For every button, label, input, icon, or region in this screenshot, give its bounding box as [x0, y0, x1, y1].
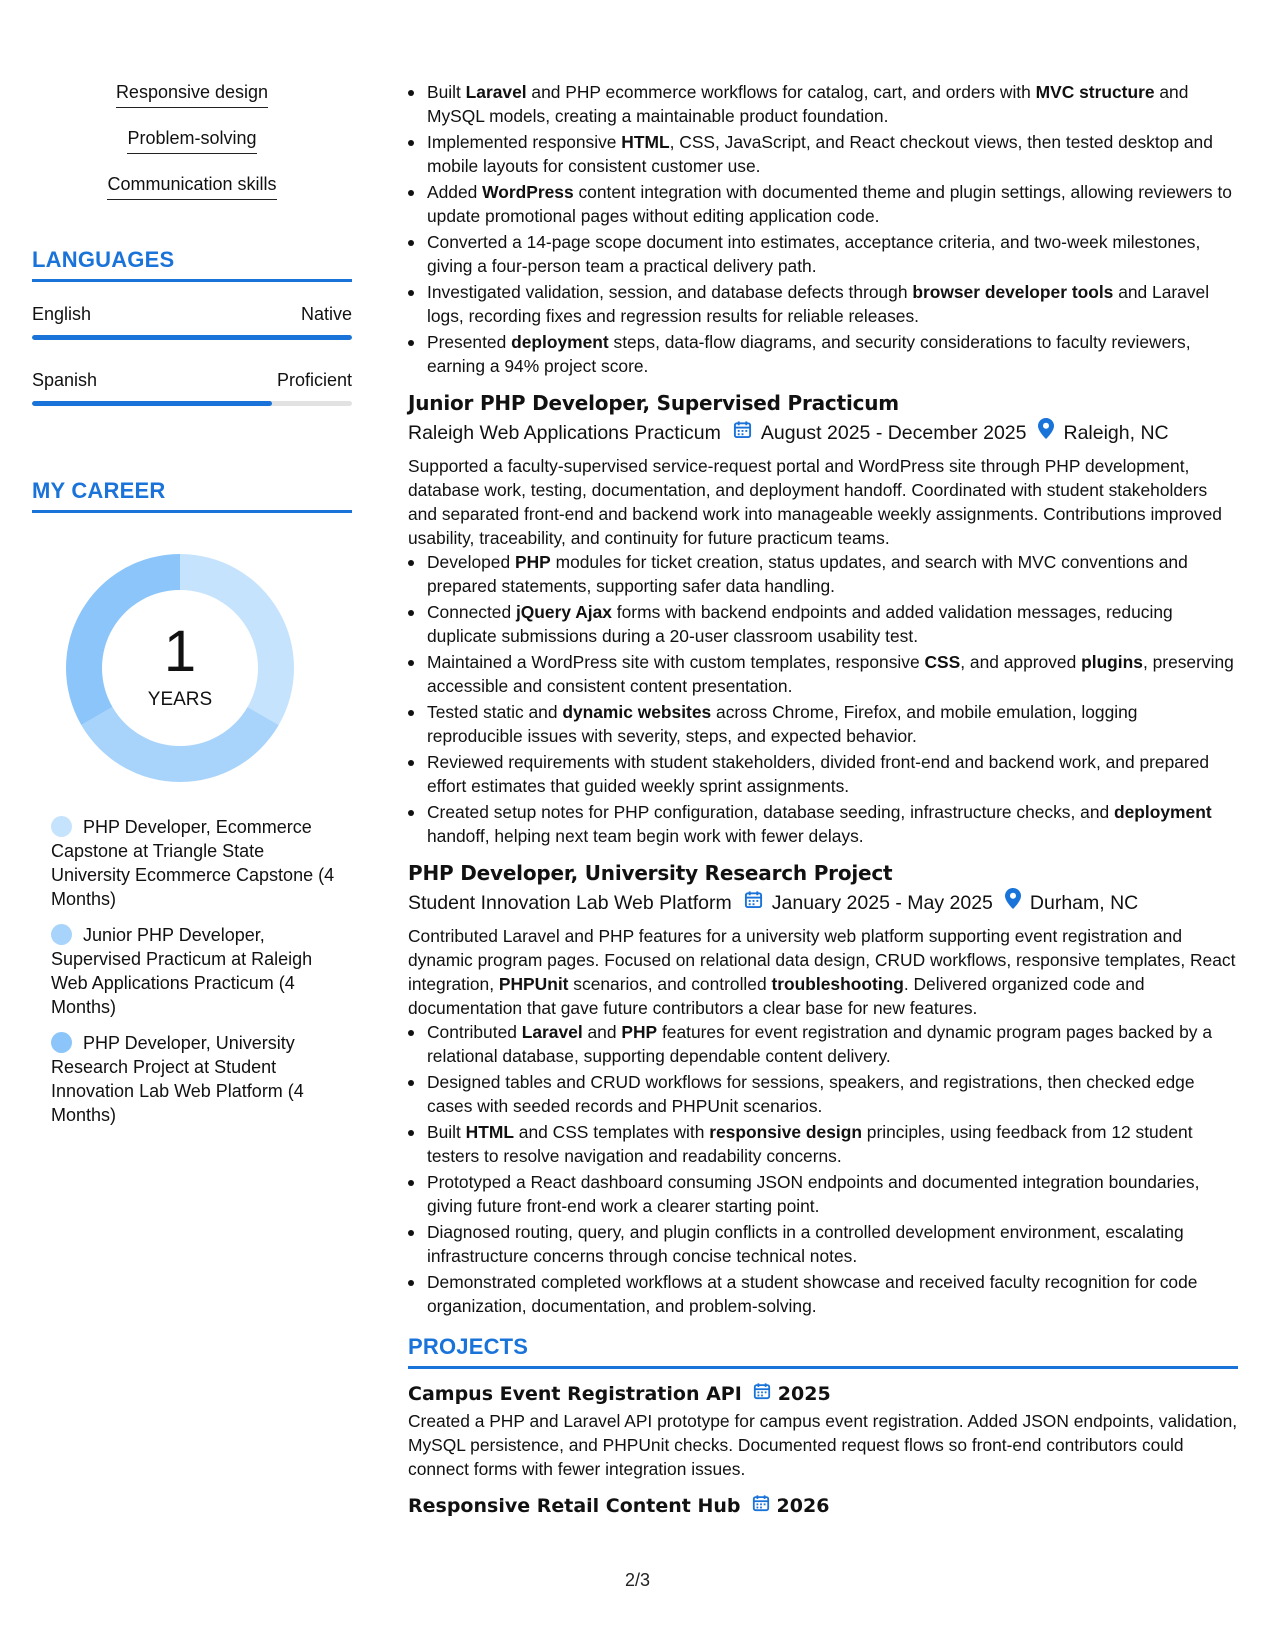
bullet-item: [408, 1120, 1238, 1168]
text-run: Presented: [427, 332, 512, 352]
job-dates: August 2025 - December 2025: [760, 422, 1027, 444]
text-run: Added: [427, 182, 483, 202]
bold-keyword: dynamic websites: [562, 702, 712, 722]
text-run: Maintained a WordPress site with custom templates, responsive: [427, 652, 925, 672]
language-proficiency-fill: [32, 335, 352, 340]
job-entry: [408, 858, 1238, 1318]
skill-item: Communication skills: [107, 172, 276, 200]
language-proficiency-bar: [32, 335, 352, 340]
job-title: PHP Developer, University Research Project: [408, 861, 893, 885]
text-run: , and approved: [960, 652, 1082, 672]
career-donut-chart: [65, 553, 295, 783]
text-run: Demonstrated completed workflows at a student showcase and received faculty recognition for code organization, documentation, and problem-solving.: [427, 1272, 1198, 1316]
language-proficiency-bar: [32, 401, 352, 406]
bold-keyword: MVC structure: [1035, 82, 1155, 102]
text-run: and Laravel logs, recording fixes and regression results for reliable releases.: [427, 282, 1210, 326]
bold-keyword: browser developer tools: [912, 282, 1114, 302]
bold-keyword: Laravel: [465, 82, 527, 102]
text-run: steps, data-flow diagrams, and security considerations to faculty reviewers, earning a 94% project score.: [427, 332, 1191, 376]
text-run: , CSS, JavaScript, and React checkout views, then tested desktop and mobile layouts for consistent customer use.: [427, 132, 1213, 176]
project-entry: [408, 1491, 1238, 1521]
career-legend: [51, 815, 341, 1127]
text-run: Developed: [427, 552, 515, 572]
job-location: Durham, NC: [1029, 892, 1139, 914]
bullet-item: [408, 1270, 1238, 1318]
legend-dot: [51, 924, 72, 945]
bold-keyword: deployment: [1114, 802, 1212, 822]
text-run: Prototyped a React dashboard consuming JSON endpoints and documented integration boundaries, giving future front-end work a clearer starting point.: [427, 1172, 1200, 1216]
project-description: Created a PHP and Laravel API prototype for campus event registration. Added JSON endpoints, validation, MySQL persistence, and PHPUnit checks. Documented request flows so front-end contributors could connect forms with fewer integration issues.: [408, 1411, 1238, 1479]
job-summary: [408, 924, 1238, 1020]
text-run: Converted a 14-page scope document into estimates, acceptance criteria, and two-week milestones, giving a four-person team a practical delivery path.: [427, 232, 1201, 276]
text-run: Implemented responsive: [427, 132, 622, 152]
bullet-item: [408, 80, 1238, 128]
job-entry: [408, 388, 1238, 848]
language-row: [32, 368, 352, 406]
career-legend-label: PHP Developer, University Research Project at Student Innovation Lab Web Platform (4 Months): [51, 1033, 304, 1125]
bold-keyword: Laravel: [521, 1022, 583, 1042]
text-run: content integration with documented theme and plugin settings, allowing reviewers to update promotional pages without editing application code.: [427, 182, 1232, 226]
job-org: Raleigh Web Applications Practicum: [408, 422, 721, 444]
bold-keyword: HTML: [621, 132, 670, 152]
text-run: and MySQL models, creating a maintainable product foundation.: [427, 82, 1189, 126]
text-run: Investigated validation, session, and database defects through: [427, 282, 913, 302]
text-run: , preserving accessible and consistent content presentation.: [427, 652, 1234, 696]
job-summary: Supported a faculty-supervised service-request portal and WordPress site through PHP development, database work, testing, documentation, and deployment handoff. Coordinated with student stakeholders and separated front-end and backend work into manageable weekly assignments. Contributions improved usability, traceability, and continuity for future practicum teams.: [408, 456, 1222, 548]
text-run: and: [582, 1022, 622, 1042]
text-run: forms with backend endpoints and added validation messages, reducing duplicate submissions during a 20-user classroom usability test.: [427, 602, 1173, 646]
text-run: features for event registration and dynamic program pages backed by a relational database, supporting dependable content delivery.: [427, 1022, 1213, 1066]
bullet-item: [408, 1220, 1238, 1268]
career-total-value: 1: [163, 619, 197, 684]
text-run: and PHP ecommerce workflows for catalog, cart, and orders with: [526, 82, 1036, 102]
career-heading: MY CAREER: [32, 478, 352, 513]
bullet-item: [408, 750, 1238, 798]
career-legend-label: Junior PHP Developer, Supervised Practicum at Raleigh Web Applications Practicum (4 Months): [51, 925, 313, 1017]
skills-list: [32, 80, 352, 218]
career-legend-item: [51, 815, 341, 911]
legend-dot: [51, 816, 72, 837]
bullet-item: [408, 230, 1238, 278]
bold-keyword: jQuery Ajax: [515, 602, 612, 622]
language-name: English: [32, 304, 92, 324]
bullet-item: [408, 1170, 1238, 1218]
text-run: principles, using feedback from 12 student testers to resolve navigation and readability concerns.: [427, 1122, 1193, 1166]
bold-keyword: deployment: [511, 332, 609, 352]
map-pin-icon: [1005, 888, 1021, 918]
map-pin-icon: [1038, 418, 1054, 448]
main-content: [408, 80, 1238, 1521]
bold-keyword: plugins: [1081, 652, 1143, 672]
bullet-item: [408, 280, 1238, 328]
bullet-list: [408, 80, 1238, 378]
project-year: 2026: [776, 1495, 830, 1517]
bullet-item: [408, 550, 1238, 598]
bold-keyword: PHP: [514, 552, 551, 572]
job-org: Student Innovation Lab Web Platform: [408, 892, 732, 914]
bullet-list: [408, 1020, 1238, 1318]
text-run: handoff, helping next team begin work with fewer delays.: [427, 826, 864, 846]
career-legend-item: [51, 923, 341, 1019]
bold-keyword: PHPUnit: [498, 974, 569, 994]
text-run: modules for ticket creation, status updates, and search with MVC conventions and prepared statements, supporting safer data handling.: [427, 552, 1188, 596]
calendar-icon: [744, 888, 763, 918]
text-run: and CSS templates with: [513, 1122, 710, 1142]
calendar-icon: [753, 1379, 771, 1409]
text-run: Reviewed requirements with student stakeholders, divided front-end and backend work, and prepared effort estimates that guided weekly sprint assignments.: [427, 752, 1210, 796]
bullet-item: [408, 180, 1238, 228]
languages-heading: LANGUAGES: [32, 247, 352, 282]
text-run: Tested static and: [427, 702, 563, 722]
project-header: [408, 1379, 1238, 1409]
job-dates: January 2025 - May 2025: [771, 892, 993, 914]
project-year: 2025: [777, 1383, 831, 1405]
text-run: Built: [427, 1122, 466, 1142]
language-name: Spanish: [32, 370, 98, 390]
job-meta: [408, 888, 1238, 918]
bullet-item: [408, 130, 1238, 178]
text-run: Diagnosed routing, query, and plugin conflicts in a controlled development environment, escalating infrastructure concerns through concise technical notes.: [427, 1222, 1184, 1266]
bullet-item: [408, 330, 1238, 378]
language-level: Proficient: [276, 370, 352, 390]
text-run: Connected: [427, 602, 516, 622]
career-legend-item: [51, 1031, 341, 1127]
bullet-list: [408, 550, 1238, 848]
text-run: Contributed: [427, 1022, 522, 1042]
career-legend-label: PHP Developer, Ecommerce Capstone at Triangle State University Ecommerce Capstone (4 Months): [51, 817, 335, 909]
sidebar: [32, 80, 352, 1139]
bullet-item: [408, 1070, 1238, 1118]
text-run: across Chrome, Firefox, and mobile emulation, logging reproducible issues with severity, steps, and expected behavior.: [427, 702, 1138, 746]
text-run: . Delivered organized code and documentation that gave future contributors a clear base for new features.: [408, 974, 1145, 1018]
text-run: scenarios, and controlled: [568, 974, 772, 994]
language-row: [32, 302, 352, 340]
bold-keyword: WordPress: [482, 182, 574, 202]
bold-keyword: troubleshooting: [771, 974, 904, 994]
page-number: 2/3: [624, 1570, 651, 1590]
bullet-item: [408, 800, 1238, 848]
project-header: [408, 1491, 1238, 1521]
legend-dot: [51, 1032, 72, 1053]
bullet-item: [408, 650, 1238, 698]
bold-keyword: HTML: [465, 1122, 514, 1142]
text-run: Designed tables and CRUD workflows for sessions, speakers, and registrations, then checked edge cases with seeded records and PHPUnit scenarios.: [427, 1072, 1195, 1116]
bullet-item: [408, 600, 1238, 648]
job-location: Raleigh, NC: [1063, 422, 1169, 444]
calendar-icon: [733, 418, 752, 448]
project-name: Responsive Retail Content Hub: [408, 1495, 741, 1517]
skill-item: Responsive design: [116, 80, 268, 108]
text-run: Created setup notes for PHP configuration, database seeding, infrastructure checks, and: [427, 802, 1115, 822]
career-total-unit: YEARS: [147, 689, 213, 710]
project-entry: [408, 1379, 1238, 1481]
bold-keyword: PHP: [621, 1022, 658, 1042]
skill-item: Problem-solving: [127, 126, 256, 154]
text-run: Contributed Laravel and PHP features for a university web platform supporting event registration and dynamic program pages. Focused on relational data design, CRUD workflows, responsive templates, React integration,: [408, 926, 1236, 994]
job-meta: [408, 418, 1238, 448]
bullet-item: [408, 1020, 1238, 1068]
bold-keyword: CSS: [924, 652, 961, 672]
bold-keyword: responsive design: [709, 1122, 862, 1142]
calendar-icon: [752, 1491, 770, 1521]
projects-heading: PROJECTS: [408, 1334, 1238, 1369]
project-name: Campus Event Registration API: [408, 1383, 742, 1405]
career-donut-segment: [81, 707, 278, 782]
language-proficiency-fill: [32, 401, 272, 406]
text-run: Built: [427, 82, 466, 102]
bullet-item: [408, 700, 1238, 748]
job-title: Junior PHP Developer, Supervised Practicum: [408, 391, 899, 415]
language-level: Native: [300, 304, 352, 324]
